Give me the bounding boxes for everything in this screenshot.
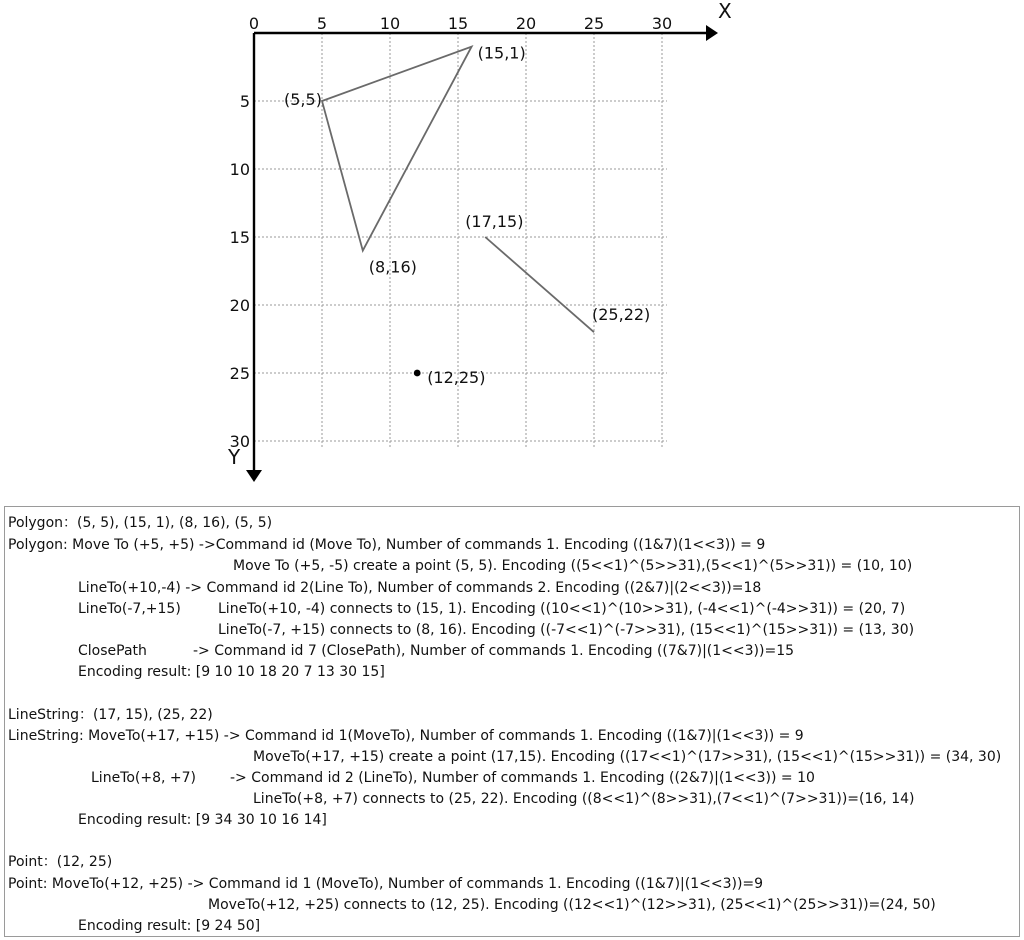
y-tick-label: 10: [229, 160, 250, 179]
axes: [227, 0, 732, 482]
point-move-to: Point: MoveTo(+12, +25) -> Command id 1 (MoveTo), Number of commands 1. Encoding ((1&7)|(1<<3))=9: [8, 876, 764, 892]
linestring-heading: LineString：(17, 15), (25, 22): [8, 707, 213, 723]
linestring-result: Encoding result: [9 34 30 10 16 14]: [78, 812, 327, 828]
x-tick-label: 30: [651, 14, 673, 33]
polygon-vertex-label: (8,16): [368, 257, 417, 277]
geometries: [284, 44, 650, 387]
polygon-close-path: -> Command id 7 (ClosePath), Number of commands 1. Encoding ((7&7)|(1<<3))=15: [193, 643, 795, 659]
point-marker: [414, 370, 421, 377]
polygon-result: Encoding result: [9 10 10 18 20 7 13 30 15]: [78, 664, 385, 680]
encoding-notes: [4, 506, 1020, 937]
y-tick-label: 5: [239, 92, 250, 111]
polygon-vertex-label: (15,1): [477, 43, 526, 63]
x-axis-arrow: [706, 25, 718, 41]
linestring-vertex-label: (25,22): [592, 305, 651, 325]
polygon-shape: [322, 47, 472, 251]
x-tick-label: 15: [447, 14, 469, 33]
polygon-vertex-label: (5,5): [284, 90, 322, 109]
x-tick-label: 0: [248, 14, 260, 33]
y-tick-label: 25: [229, 364, 250, 383]
linestring-move-to: LineString: MoveTo(+17, +15) -> Command id 1(MoveTo), Number of commands 1. Encoding ((1&7)|(1<<3)) = 9: [8, 728, 804, 744]
polygon-move-to: Polygon: Move To (+5, +5) ->Command id (Move To), Number of commands 1. Encoding ((1&7)(1<<3)) = 9: [8, 537, 766, 553]
point-result: Encoding result: [9 24 50]: [78, 918, 261, 934]
point-move-to-point: MoveTo(+12, +25) connects to (12, 25). Encoding ((12<<1)^(12>>31), (25<<1)^(25>>31))=(24, 50): [208, 897, 936, 913]
x-tick-label: 5: [316, 14, 328, 33]
linestring-shape: [485, 237, 594, 332]
polygon-heading: Polygon：(5, 5), (15, 1), (8, 16), (5, 5): [8, 515, 273, 531]
point-label: (12,25): [427, 368, 486, 387]
polygon-line-to-2: LineTo(-7, +15) connects to (8, 16). Encoding ((-7<<1)^(-7>>31), (15<<1)^(15>>31)) = (13, 30): [218, 622, 915, 638]
linestring-move-to-point: MoveTo(+17, +15) create a point (17,15). Encoding ((17<<1)^(17>>31), (15<<1)^(15>>31)) = (34, 30): [253, 749, 1002, 765]
x-tick-label: 25: [583, 14, 605, 33]
linestring-line-to-label: LineTo(+8, +7): [91, 770, 197, 786]
y-tick-label: 30: [229, 432, 250, 451]
polygon-line-to-label: LineTo(-7,+15): [78, 601, 181, 617]
y-tick-label: 15: [229, 228, 250, 247]
y-tick-label: 20: [229, 296, 250, 315]
point-heading: Point：(12, 25): [8, 854, 113, 870]
polygon-line-to: LineTo(+10,-4) -> Command id 2(Line To), Number of commands 2. Encoding ((2&7)|(2<<3))=18: [78, 580, 762, 596]
x-tick-label: 20: [515, 14, 537, 33]
x-tick-label: 10: [379, 14, 401, 33]
y-axis-label: Y: [228, 445, 241, 469]
y-axis-arrow: [246, 470, 262, 482]
linestring-vertex-label: (17,15): [465, 212, 524, 231]
polygon-line-to-1: LineTo(+10, -4) connects to (15, 1). Encoding ((10<<1)^(10>>31), (-4<<1)^(-4>>31)) = (20, 7): [218, 601, 906, 617]
polygon-move-to-point: Move To (+5, -5) create a point (5, 5). Encoding ((5<<1)^(5>>31),(5<<1)^(5>>31)) = (10, 10): [233, 558, 913, 574]
linestring-line-to: -> Command id 2 (LineTo), Number of commands 1. Encoding ((2&7)|(1<<3)) = 10: [230, 770, 815, 786]
polygon-close-path-label: ClosePath: [78, 643, 147, 659]
linestring-line-to-point: LineTo(+8, +7) connects to (25, 22). Encoding ((8<<1)^(8>>31),(7<<1)^(7>>31))=(16, 14): [253, 791, 915, 807]
x-axis-label: X: [718, 0, 732, 23]
